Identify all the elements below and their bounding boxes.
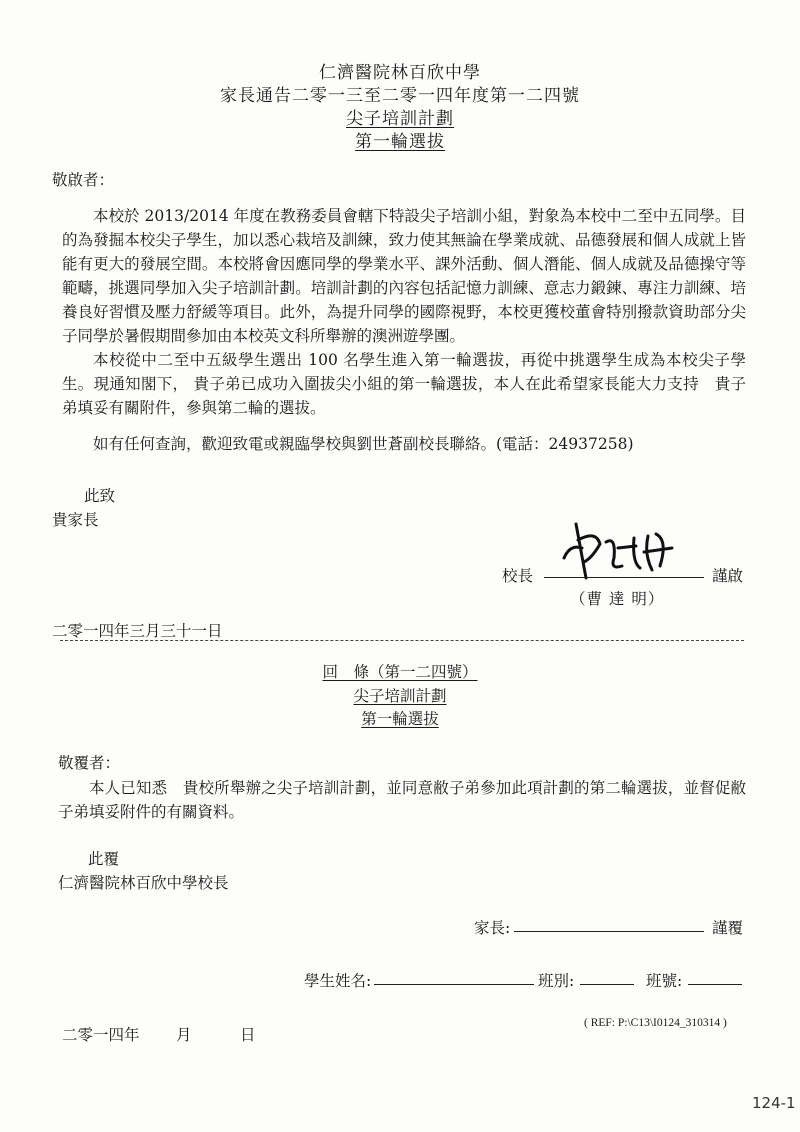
reply-program: 尖子培訓計劃	[353, 687, 447, 705]
reference-code: ( REF: P:\C13\I0124_310314 )	[584, 1017, 727, 1029]
letter-date: 二零一四年三月三十一日	[52, 622, 223, 640]
respect-closing: 謹啟	[712, 567, 744, 585]
signature-line	[544, 577, 704, 578]
principal-signature	[556, 518, 676, 582]
reply-round: 第一輪選拔	[361, 710, 439, 728]
page-note: 124-1	[752, 1094, 796, 1112]
school-name: 仁濟醫院林百欣中學	[319, 63, 481, 83]
program-title: 尖子培訓計劃	[346, 109, 454, 129]
parent-respect: 謹覆	[712, 919, 744, 937]
reply-paragraph: 本人已知悉 貴校所舉辦之尖子培訓計劃，並同意敝子弟參加此項計劃的第二輪選拔，並督促敝子弟填妥附件的有關資料。	[58, 779, 746, 821]
addressee: 貴家長	[52, 511, 99, 529]
parent-label: 家長:	[474, 919, 511, 937]
paragraph-3: 如有任何查詢，歡迎致電或親臨學校與劉世蒼副校長聯絡。(電話：24937258)	[93, 435, 634, 453]
reply-date-day: 日	[240, 1026, 256, 1044]
reply-closing: 此覆	[88, 850, 120, 868]
reply-date-year: 二零一四年	[62, 1026, 140, 1044]
closing-line: 此致	[84, 487, 116, 505]
class-field[interactable]	[580, 970, 634, 985]
principal-name: （曹 達 明）	[570, 590, 665, 608]
reply-salutation: 敬覆者：	[58, 754, 121, 772]
class-label: 班別:	[538, 972, 575, 990]
salutation: 敬啟者：	[52, 171, 115, 189]
reply-date-month: 月	[176, 1026, 192, 1044]
paragraph-2: 本校從中二至中五級學生選出 100 名學生進入第一輪選拔，再從中挑選學生成為本校尖子學生。現通知閣下， 貴子弟已成功入圍拔尖小組的第一輪選拔，本人在此希望家長能大力支持 貴子弟填妥有關附件，參與第二輪的選拔。	[62, 351, 746, 417]
student-name-label: 學生姓名:	[304, 972, 372, 990]
parent-signature-field[interactable]	[514, 917, 704, 932]
principal-label: 校長	[502, 567, 534, 585]
round-title: 第一輪選拔	[355, 132, 445, 152]
student-name-field[interactable]	[374, 970, 534, 985]
reply-title: 回 條（第一二四號）	[322, 663, 478, 681]
notice-number: 家長通告二零一三至二零一四年度第一二四號	[220, 86, 580, 106]
number-label: 班號:	[646, 972, 683, 990]
tear-off-line	[60, 640, 744, 641]
reply-addressee: 仁濟醫院林百欣中學校長	[58, 874, 229, 892]
number-field[interactable]	[688, 970, 742, 985]
paragraph-1: 本校於 2013/2014 年度在教務委員會轄下特設尖子培訓小組，對象為本校中二至中五同學。目的為發掘本校尖子學生，加以悉心栽培及訓練，致力使其無論在學業成就、品德發展和個人成就上皆能有更大的發展空間。本校將會因應同學的學業水平、課外活動、個人潛能、個人成就及品德操守等範疇，挑選同學加入尖子培訓計劃。培訓計劃的內容包括記憶力訓練、意志力鍛鍊、專注力訓練、培養良好習慣及壓力舒緩等項目。此外，為提升同學的國際視野，本校更獲校董會特別撥款資助部分尖子同學於暑假期間參加由本校英文科所舉辦的澳洲遊學團。	[62, 207, 746, 345]
